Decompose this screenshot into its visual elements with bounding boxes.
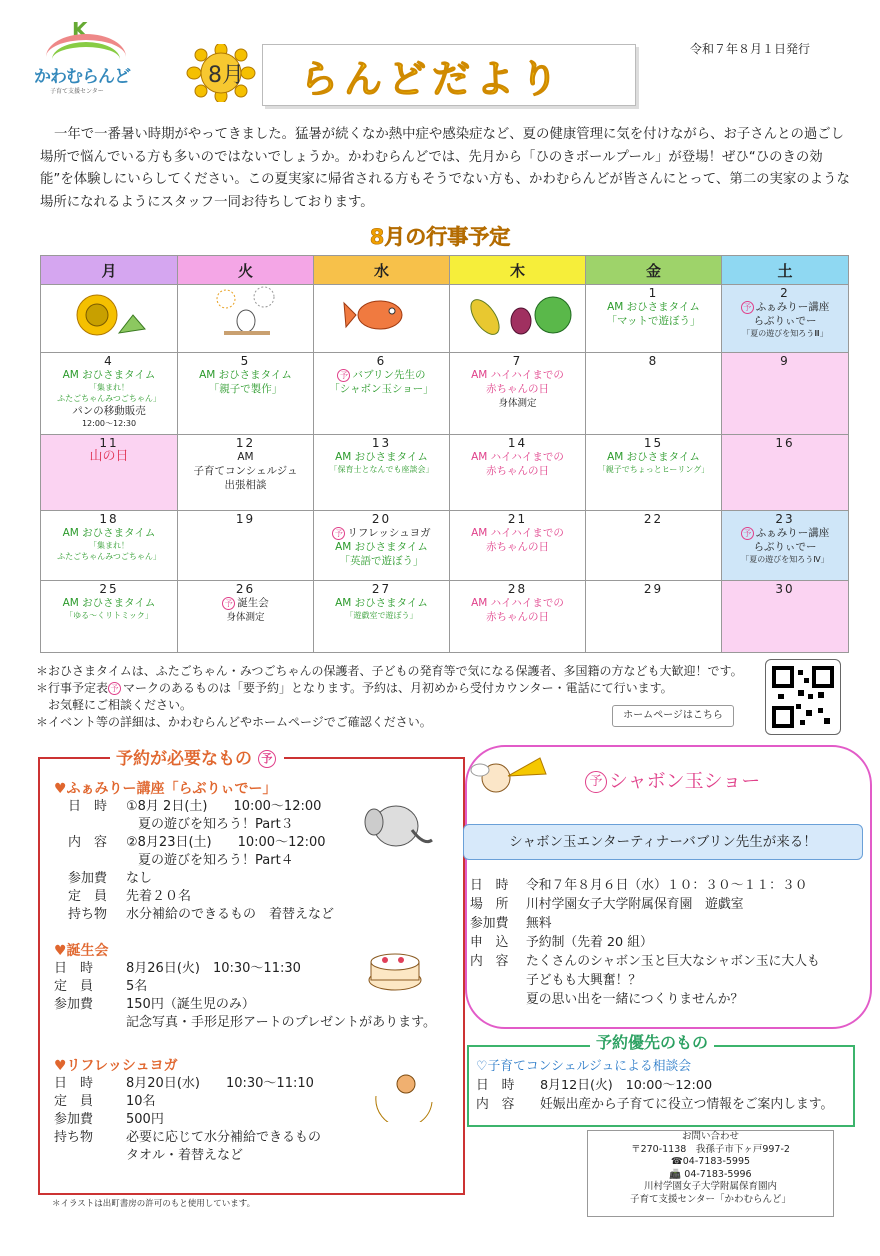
date-number: 25 bbox=[99, 582, 119, 596]
note-line: ＊おひさまタイムは、ふたごちゃん・みつごちゃんの保護者、子どもの発育等で気になる保護者、多国籍の方なども大歓迎！です。 bbox=[36, 664, 743, 678]
cal-cell-21 bbox=[450, 511, 586, 581]
event-detail: 「英語で遊ぼう」 bbox=[339, 555, 424, 567]
homepage-callout[interactable]: ホームページはこちら bbox=[612, 705, 734, 727]
day-header-mon: 月 bbox=[41, 256, 178, 285]
contact-box bbox=[587, 1130, 834, 1217]
event-label: AM おひさまタイム bbox=[335, 541, 428, 553]
cal-cell-20 bbox=[314, 511, 450, 581]
event-detail: 出張相談 bbox=[224, 479, 267, 491]
event-detail: 「夏の遊びを知ろうⅢ」 bbox=[742, 329, 828, 338]
event-detail: 「保育士となんでも座談会」 bbox=[329, 465, 434, 474]
event-label: AM おひさまタイム bbox=[62, 369, 156, 381]
reservation-required-title bbox=[110, 744, 284, 769]
event-label: 赤ちゃんの日 bbox=[486, 383, 549, 395]
logo-sub: 子育て支援センター bbox=[50, 88, 104, 95]
cal-cell-22 bbox=[586, 511, 722, 581]
event-label: 子育てコンシェルジュ bbox=[193, 465, 298, 477]
cal-cell-13 bbox=[314, 435, 450, 511]
note-text: マークのあるものは「要予約」となります。予約は、月初めから受付カウンター・電話にて行います。 bbox=[123, 681, 673, 695]
field-label: 日 時 bbox=[54, 1076, 94, 1091]
section-heading: ♥リフレッシュヨガ bbox=[54, 1058, 178, 1074]
event-label: AM おひさまタイム bbox=[607, 301, 700, 313]
field-label: 定 員 bbox=[68, 889, 108, 904]
cal-cell-2 bbox=[722, 285, 849, 353]
field-label: 場 所 bbox=[470, 897, 509, 912]
cal-cell-16 bbox=[722, 435, 849, 511]
cal-cell-23 bbox=[722, 511, 849, 581]
event-label: リフレッシュヨガ bbox=[347, 527, 431, 539]
cal-cell-11 bbox=[41, 435, 178, 511]
event-detail: 「夏の遊びを知ろうⅣ」 bbox=[741, 555, 829, 564]
contact-center: 子育て支援センター「かわむらんど」 bbox=[629, 1193, 792, 1205]
birthday-cake-icon bbox=[355, 932, 435, 996]
contact-org: 川村学園女子大学附属保育園内 bbox=[643, 1181, 777, 1193]
cal-cell-4 bbox=[41, 353, 178, 435]
cal-cell-goldfish bbox=[314, 285, 450, 353]
event-detail: 「集まれ！ bbox=[89, 541, 129, 550]
field-label: 参加費 bbox=[54, 1112, 94, 1127]
bubble-show-title bbox=[585, 766, 760, 793]
event-detail: 身体測定 bbox=[498, 398, 537, 409]
date-number: 15 bbox=[643, 436, 664, 450]
cal-cell-9 bbox=[722, 353, 849, 435]
note-line: ＊イベント等の詳細は、かわむらんどやホームページでご確認ください。 bbox=[36, 715, 432, 729]
date-number: 5 bbox=[240, 354, 251, 368]
field-value: 子どもも大興奮！？ bbox=[526, 973, 642, 988]
field-value: 500円 bbox=[126, 1112, 164, 1127]
field-value: 5名 bbox=[126, 979, 148, 994]
contact-fax-number: 04-7183-5996 bbox=[684, 1168, 752, 1180]
cal-cell-15 bbox=[586, 435, 722, 511]
reservation-mark-icon: 予 bbox=[337, 369, 350, 382]
event-label: 赤ちゃんの日 bbox=[486, 611, 549, 623]
cal-cell-fireworks bbox=[178, 285, 314, 353]
event-detail: 「ゆる～くリトミック」 bbox=[65, 611, 153, 620]
field-value: 記念写真・手形足形アートのプレゼントがあります。 bbox=[126, 1015, 437, 1030]
event-label: AM おひさまタイム bbox=[335, 597, 428, 609]
event-label: 誕生会 bbox=[237, 597, 269, 609]
event-detail: 「親子で製作」 bbox=[208, 383, 283, 395]
section-title-text: 予約が必要なもの bbox=[116, 749, 252, 769]
field-value: ②8月23日(土) 10:00～12:00 bbox=[126, 835, 326, 850]
field-label: 定 員 bbox=[54, 979, 94, 994]
reservation-mark-icon: 予 bbox=[741, 301, 754, 314]
section-heading: 子育てコンシェルジュによる相談会 bbox=[487, 1059, 692, 1074]
field-value: たくさんのシャボン玉と巨大なシャボン玉に大人も bbox=[526, 954, 820, 969]
month-label: 8月 bbox=[208, 63, 244, 88]
calendar-title: 8月の行事予定 bbox=[369, 225, 511, 249]
note-line bbox=[36, 680, 756, 697]
event-label: AM おひさまタイム bbox=[335, 451, 428, 463]
field-label: 内 容 bbox=[470, 954, 509, 969]
priority-heading bbox=[476, 1057, 856, 1076]
angel-trumpet-icon bbox=[470, 748, 560, 818]
date-number: 28 bbox=[507, 582, 528, 596]
cal-cell-19 bbox=[178, 511, 314, 581]
field-value: 必要に応じて水分補給できるもの bbox=[126, 1130, 322, 1145]
field-value: 夏の遊びを知ろう！Part４ bbox=[138, 853, 294, 868]
date-number: 21 bbox=[507, 512, 528, 526]
event-label: AM bbox=[237, 451, 254, 463]
event-label: バブリン先生の bbox=[352, 369, 426, 381]
date-number: 27 bbox=[371, 582, 392, 596]
field-value: 予約制（先着 20 組） bbox=[526, 935, 653, 950]
field-label: 参加費 bbox=[54, 997, 94, 1012]
cal-cell-1 bbox=[586, 285, 722, 353]
date-number: 9 bbox=[780, 354, 790, 368]
event-label: ふぁみりー講座 bbox=[755, 301, 830, 313]
event-label: AM ハイハイまでの bbox=[471, 597, 564, 609]
event-detail: 身体測定 bbox=[226, 612, 265, 623]
event-label: パンの移動販売 bbox=[72, 405, 146, 417]
reservation-mark-icon: 予 bbox=[258, 750, 276, 768]
field-label: 参加費 bbox=[470, 916, 509, 931]
field-value: 8月12日(火) 10:00～12:00 bbox=[540, 1078, 713, 1093]
field-label: 日 時 bbox=[470, 878, 509, 893]
cal-cell-sunflower bbox=[41, 285, 178, 353]
event-label: AM ハイハイまでの bbox=[471, 369, 564, 381]
fax-icon: 📠 bbox=[669, 1168, 682, 1180]
field-label: 持ち物 bbox=[54, 1130, 94, 1145]
bubble-show-subtitle: シャボン玉エンターティナーバブリン先生が来る！ bbox=[463, 824, 863, 860]
field-value: 夏の思い出を一緒につくりませんか？ bbox=[526, 992, 744, 1007]
logo-letter: K bbox=[72, 18, 88, 42]
date-number: 29 bbox=[643, 582, 664, 596]
qr-code-icon[interactable] bbox=[765, 659, 841, 735]
contact-fax bbox=[588, 1169, 833, 1182]
field-label: 持ち物 bbox=[68, 907, 108, 922]
field-value: ①8月 2日(土) 10:00～12:00 bbox=[126, 799, 322, 814]
day-header-tue: 火 bbox=[178, 256, 314, 285]
cal-cell-25 bbox=[41, 581, 178, 653]
event-label: 赤ちゃんの日 bbox=[486, 465, 549, 477]
priority-details bbox=[476, 1057, 856, 1114]
field-value: 無料 bbox=[526, 916, 552, 931]
field-value: 先着２０名 bbox=[126, 889, 192, 904]
elephant-icon bbox=[360, 796, 440, 860]
illustration-note: ＊イラストは出町書房の許可のもと使用しています。 bbox=[52, 1199, 256, 1209]
event-label: AM おひさまタイム bbox=[199, 369, 292, 381]
date-number: 7 bbox=[512, 354, 523, 368]
event-label: AM おひさまタイム bbox=[607, 451, 700, 463]
cal-cell-5 bbox=[178, 353, 314, 435]
sunflower-month-icon bbox=[184, 44, 258, 102]
field-label: 内 容 bbox=[68, 835, 108, 850]
holiday-label: 山の日 bbox=[89, 449, 129, 464]
cal-cell-12 bbox=[178, 435, 314, 511]
field-value: なし bbox=[126, 871, 153, 886]
date-number: 18 bbox=[99, 512, 119, 526]
bubble-show-details bbox=[470, 876, 855, 1009]
contact-phone: ☎04-7183-5995 bbox=[670, 1156, 751, 1168]
field-label: 定 員 bbox=[54, 1094, 94, 1109]
event-label: AM ハイハイまでの bbox=[471, 451, 564, 463]
issue-date: 令和７年８月１日発行 bbox=[690, 42, 811, 56]
date-number: 30 bbox=[775, 582, 795, 596]
day-header-wed: 水 bbox=[314, 256, 450, 285]
page-title: らんどだより bbox=[300, 57, 565, 101]
reservation-mark-icon: 予 bbox=[585, 771, 607, 793]
date-number: 1 bbox=[648, 286, 659, 300]
date-number: 22 bbox=[643, 512, 664, 526]
date-number: 8 bbox=[648, 354, 659, 368]
logo bbox=[30, 18, 140, 98]
event-label: AM ハイハイまでの bbox=[471, 527, 564, 539]
field-value: 8月20日(水) 10:30～11:10 bbox=[126, 1076, 314, 1091]
section-heading: ♥ふぁみりー講座「らぶりぃでー」 bbox=[54, 781, 277, 797]
date-number: 11 bbox=[99, 436, 119, 450]
cal-cell-27 bbox=[314, 581, 450, 653]
date-number: 20 bbox=[371, 512, 392, 526]
date-number: 23 bbox=[775, 512, 795, 526]
date-number: 13 bbox=[371, 436, 392, 450]
field-value: 妊娠出産から子育てに役立つ情報をご案内します。 bbox=[540, 1097, 834, 1112]
field-value: 水分補給のできるもの 着替えなど bbox=[126, 907, 335, 922]
field-label: 参加費 bbox=[68, 871, 108, 886]
day-header-sat: 土 bbox=[722, 256, 849, 285]
contact-address: 〒270-1138 我孫子市下ヶ戸997-2 bbox=[631, 1143, 790, 1155]
event-label: 赤ちゃんの日 bbox=[486, 541, 549, 553]
date-number: 12 bbox=[235, 436, 256, 450]
field-value: 川村学園女子大学附属保育園 遊戯室 bbox=[526, 897, 744, 912]
contact-heading: お問い合わせ bbox=[681, 1131, 739, 1142]
cal-cell-vegetables bbox=[450, 285, 586, 353]
cal-cell-28 bbox=[450, 581, 586, 653]
field-label: 日 時 bbox=[68, 799, 108, 814]
cal-cell-8 bbox=[586, 353, 722, 435]
vegetables-icon bbox=[463, 285, 573, 341]
event-label: AM おひさまタイム bbox=[62, 597, 156, 609]
day-header-thu: 木 bbox=[450, 256, 586, 285]
section-heading: ♥誕生会 bbox=[54, 943, 109, 959]
day-header-fri: 金 bbox=[586, 256, 722, 285]
cal-cell-7 bbox=[450, 353, 586, 435]
event-label: らぶりぃでー bbox=[753, 315, 817, 327]
event-label: らぶりぃでー bbox=[753, 541, 817, 553]
fireworks-bunny-icon bbox=[206, 285, 286, 341]
reservation-mark-icon: 予 bbox=[222, 597, 235, 610]
section-title-text: シャボン玉ショー bbox=[609, 770, 761, 792]
cal-cell-26 bbox=[178, 581, 314, 653]
field-value: 夏の遊びを知ろう！Part３ bbox=[138, 817, 294, 832]
cal-cell-18 bbox=[41, 511, 178, 581]
event-detail: ふたごちゃんみつごちゃん」 bbox=[57, 394, 161, 403]
priority-title: 予約優先のもの bbox=[590, 1030, 714, 1053]
reservation-mark-icon: 予 bbox=[741, 527, 754, 540]
event-detail: 「シャボン玉ショー」 bbox=[329, 383, 434, 395]
heart-icon: ♡ bbox=[476, 1059, 488, 1074]
field-value: 10名 bbox=[126, 1094, 156, 1109]
field-label: 日 時 bbox=[476, 1078, 515, 1093]
field-value: 令和７年８月６日（水）１０：３０～１１：３０ bbox=[526, 878, 808, 893]
intro-text: 一年で一番暑い時期がやってきました。猛暑が続くなか熱中症や感染症など、夏の健康管理に気を付けながら、お子さんとの過ごし場所で悩んでいる方も多いのではないでしょうか。かわむらんどでは、先月から「ひのきボールプール」が登場！ぜひ“ひのきの効能”を体験しにいらしてください。この夏実家に帰省される方もそうでない方も、かわむらんどが皆さんにとって、第二の実家のような場所になれるようにスタッフ一同お待ちしております。 bbox=[40, 127, 850, 210]
event-label: AM おひさまタイム bbox=[62, 527, 156, 539]
event-detail: 「遊戯室で遊ぼう」 bbox=[345, 611, 418, 620]
field-value: 8月26日(火) 10:30～11:30 bbox=[126, 961, 301, 976]
cal-cell-14 bbox=[450, 435, 586, 511]
field-value: 150円（誕生児のみ） bbox=[126, 997, 255, 1012]
event-time: 12:00～12:30 bbox=[81, 419, 137, 428]
cal-cell-6 bbox=[314, 353, 450, 435]
event-detail: 「マットで遊ぼう」 bbox=[606, 315, 701, 327]
date-number: 16 bbox=[775, 436, 795, 450]
date-number: 26 bbox=[235, 582, 256, 596]
cal-cell-29 bbox=[586, 581, 722, 653]
date-number: 6 bbox=[376, 354, 387, 368]
event-label: ふぁみりー講座 bbox=[755, 527, 830, 539]
event-detail: 「集まれ！ bbox=[89, 383, 129, 392]
note-line: お気軽にご相談ください。 bbox=[48, 698, 193, 712]
moon-bear-icon bbox=[368, 1062, 440, 1122]
goldfish-icon bbox=[342, 285, 422, 341]
logo-name: かわむらんど bbox=[34, 67, 130, 87]
cal-cell-30 bbox=[722, 581, 849, 653]
reservation-mark-icon: 予 bbox=[332, 527, 345, 540]
reservation-mark-icon: 予 bbox=[108, 682, 121, 695]
field-label: 申 込 bbox=[470, 935, 509, 950]
field-label: 内 容 bbox=[476, 1097, 515, 1112]
field-label: 日 時 bbox=[54, 961, 94, 976]
date-number: 14 bbox=[507, 436, 528, 450]
date-number: 4 bbox=[104, 354, 114, 368]
note-text: ＊行事予定表 bbox=[36, 681, 109, 695]
event-detail: ふたごちゃんみつごちゃん」 bbox=[57, 552, 161, 561]
event-detail: 「親子でちょっとヒーリング」 bbox=[597, 465, 710, 474]
sunflower-icon bbox=[69, 285, 149, 341]
event-calendar bbox=[40, 255, 849, 653]
date-number: 2 bbox=[780, 286, 790, 300]
date-number: 19 bbox=[235, 512, 256, 526]
field-value: タオル・着替えなど bbox=[126, 1148, 244, 1163]
